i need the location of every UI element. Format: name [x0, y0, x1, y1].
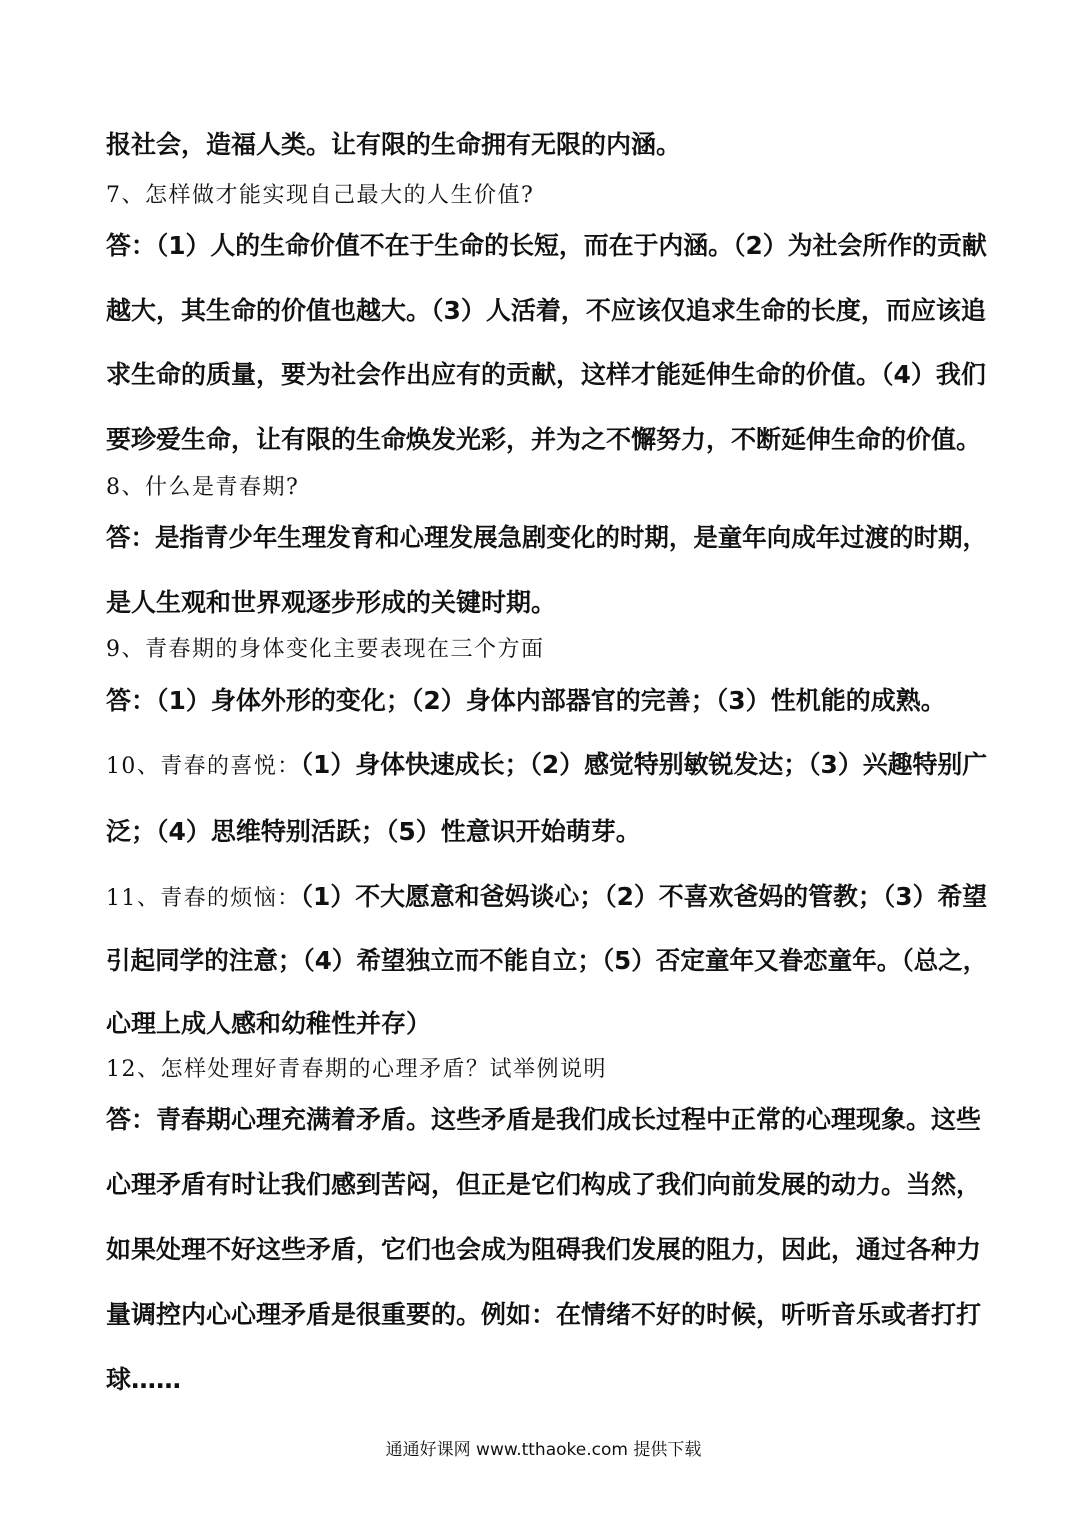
question-7: 7、怎样做才能实现自己最大的人生价值? [106, 183, 535, 208]
item-11-line-2: 引起同学的注意；（4）希望独立而不能自立；（5）否定童年又眷恋童年。（总之， [106, 946, 988, 975]
answer-12-line-2: 心理矛盾有时让我们感到苦闷，但正是它们构成了我们向前发展的动力。当然， [106, 1170, 982, 1199]
item-11-line-1 [106, 877, 988, 913]
page-footer: 通通好课网 www.tthaoke.com 提供下载 [385, 1440, 702, 1460]
item-10-line-2: 泛；（4）思维特别活跃；（5）性意识开始萌芽。 [106, 817, 641, 846]
answer-6-continuation: 报社会，造福人类。让有限的生命拥有无限的内涵。 [106, 130, 682, 159]
answer-7-line-2: 越大，其生命的价值也越大。（3）人活着，不应该仅追求生命的长度，而应该追 [106, 296, 986, 325]
answer-12-line-4: 量调控内心心理矛盾是很重要的。例如：在情绪不好的时候，听听音乐或者打打 [106, 1300, 982, 1329]
item-11-heading: 11、青春的烦恼： [106, 886, 301, 911]
answer-7-line-3: 求生命的质量，要为社会作出应有的贡献，这样才能延伸生命的价值。（4）我们 [106, 360, 986, 389]
answer-7-line-1: 答：（1）人的生命价值不在于生命的长短，而在于内涵。（2）为社会所作的贡献 [106, 231, 987, 260]
answer-12-line-3: 如果处理不好这些矛盾，它们也会成为阻碍我们发展的阻力，因此，通过各种力 [106, 1235, 982, 1264]
answer-9: 答：（1）身体外形的变化；（2）身体内部器官的完善；（3）性机能的成熟。 [106, 686, 946, 715]
item-11-line-3: 心理上成人感和幼稚性并存） [106, 1009, 432, 1038]
question-8: 8、什么是青春期? [106, 475, 300, 500]
question-12: 12、怎样处理好青春期的心理矛盾？试举例说明 [106, 1057, 607, 1082]
answer-7-line-4: 要珍爱生命，让有限的生命焕发光彩，并为之不懈努力，不断延伸生命的价值。 [106, 425, 982, 454]
item-10-line-1 [106, 745, 988, 781]
answer-8-line-2: 是人生观和世界观逐步形成的关键时期。 [106, 588, 557, 617]
question-9: 9、青春期的身体变化主要表现在三个方面 [106, 637, 545, 662]
answer-12-line-5: 球…… [106, 1365, 182, 1394]
answer-8-line-1: 答：是指青少年生理发育和心理发展急剧变化的时期，是童年向成年过渡的时期， [106, 523, 988, 552]
answer-12-line-1: 答：青春期心理充满着矛盾。这些矛盾是我们成长过程中正常的心理现象。这些 [106, 1105, 982, 1134]
item-10-heading: 10、青春的喜悦： [106, 754, 301, 779]
item-11-answer: （1）不大愿意和爸妈谈心；（2）不喜欢爸妈的管教；（3）希望 [300, 882, 988, 911]
item-10-answer: （1）身体快速成长；（2）感觉特别敏锐发达；（3）兴趣特别广 [300, 750, 988, 779]
